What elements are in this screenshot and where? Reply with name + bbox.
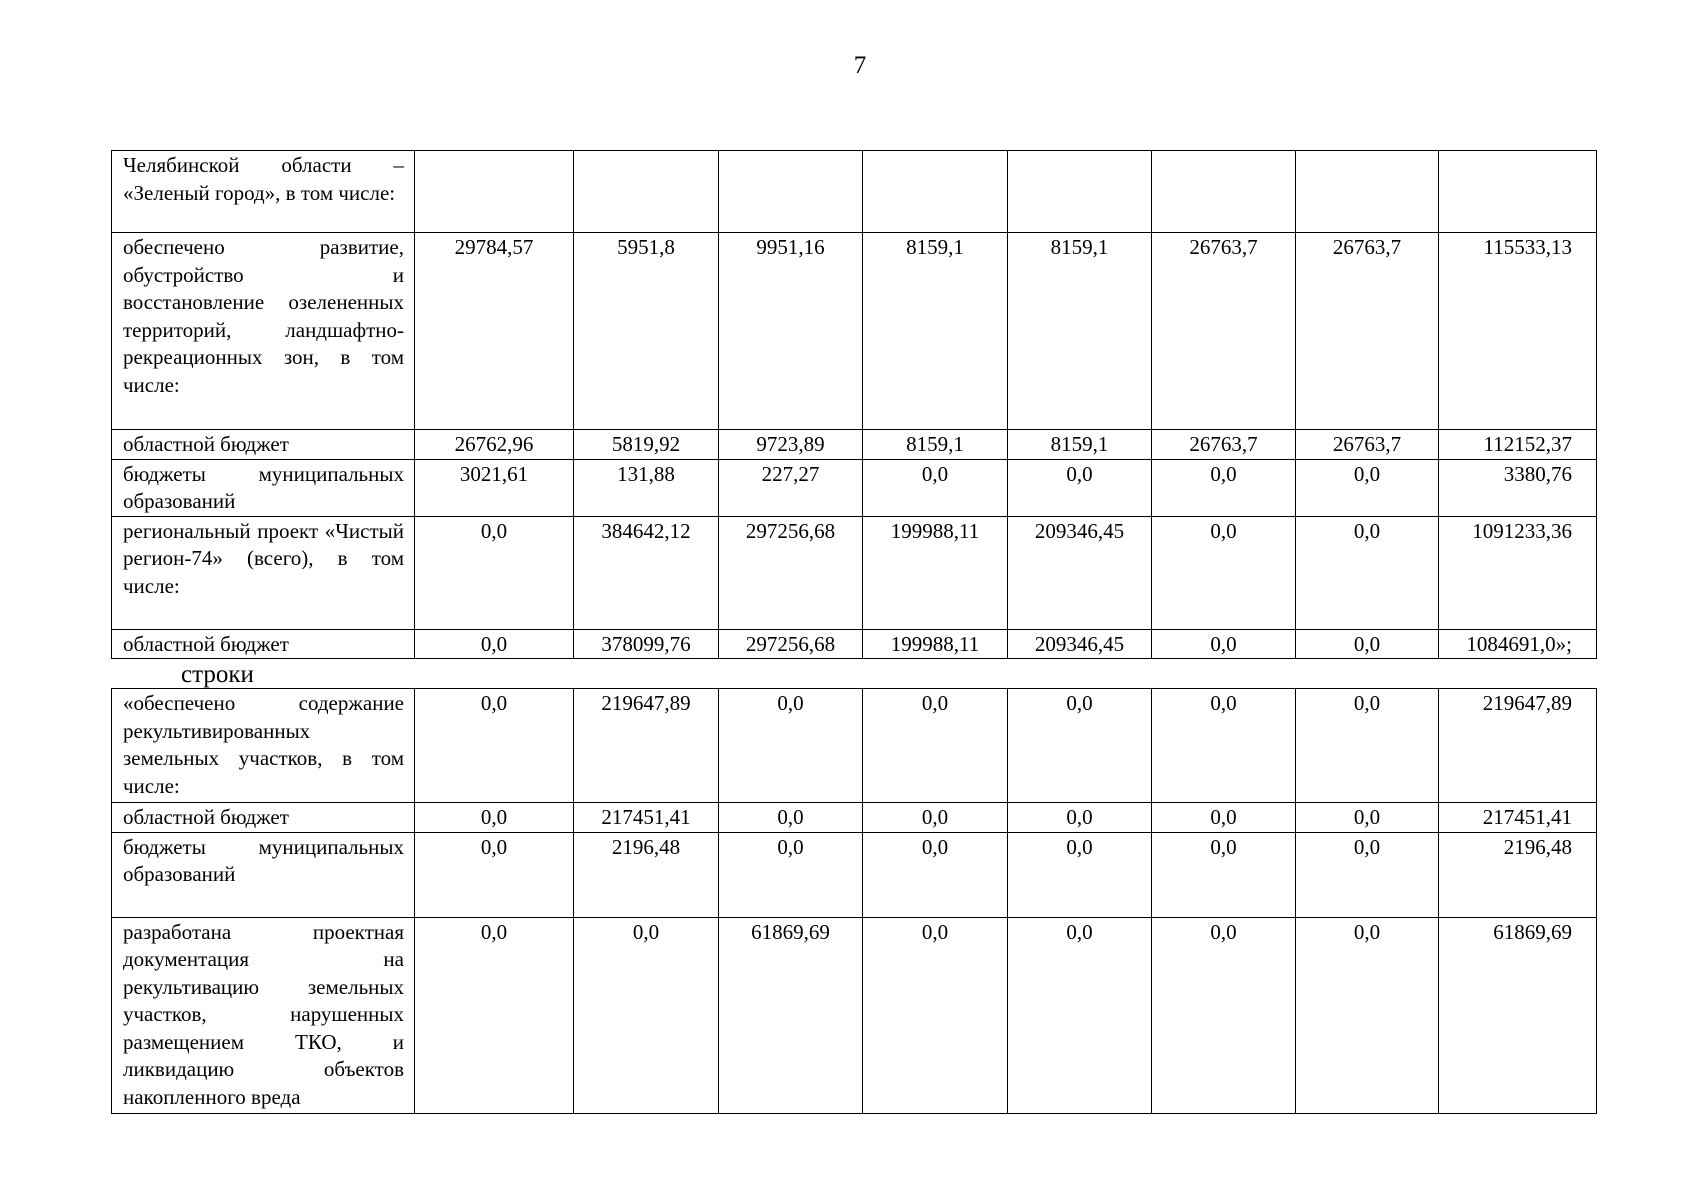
value-cell: 8159,1 bbox=[863, 233, 1008, 430]
table-row bbox=[112, 233, 1597, 430]
value-cell: 0,0 bbox=[1296, 689, 1439, 803]
value-cell: 29784,57 bbox=[415, 233, 574, 430]
row-label: бюджеты муниципальных образований bbox=[112, 459, 415, 516]
value-cell: 8159,1 bbox=[1008, 430, 1152, 460]
value-cell: 0,0 bbox=[415, 629, 574, 659]
value-cell: 0,0 bbox=[415, 832, 574, 917]
value-cell: 0,0 bbox=[863, 459, 1008, 516]
value-cell: 0,0 bbox=[863, 689, 1008, 803]
page-number: 7 bbox=[853, 52, 867, 79]
value-cell: 0,0 bbox=[1152, 516, 1296, 629]
value-cell: 0,0 bbox=[1296, 516, 1439, 629]
row-label: разработана проектная документация на рекультивацию земельных участков, нарушенных размещением ТКО, и ликвидацию объектов накопленного вреда bbox=[112, 917, 415, 1113]
value-cell: 5819,92 bbox=[574, 430, 719, 460]
value-cell: 199988,11 bbox=[863, 516, 1008, 629]
value-cell: 0,0 bbox=[719, 803, 863, 833]
total-cell: 219647,89 bbox=[1439, 689, 1597, 803]
table-row bbox=[112, 803, 1597, 833]
row-label: областной бюджет bbox=[112, 629, 415, 659]
budget-table-lower bbox=[111, 688, 1597, 1114]
value-cell: 0,0 bbox=[1296, 917, 1439, 1113]
table-row bbox=[112, 629, 1597, 659]
value-cell: 0,0 bbox=[719, 832, 863, 917]
row-label: «обеспечено содержание рекультивированных земельных участков, в том числе: bbox=[112, 689, 415, 803]
value-cell: 378099,76 bbox=[574, 629, 719, 659]
value-cell: 8159,1 bbox=[1008, 233, 1152, 430]
value-cell: 9723,89 bbox=[719, 430, 863, 460]
value-cell: 26763,7 bbox=[1296, 430, 1439, 460]
table-row bbox=[112, 917, 1597, 1113]
total-cell: 1084691,0»; bbox=[1439, 629, 1597, 659]
value-cell bbox=[863, 151, 1008, 233]
value-cell bbox=[1008, 151, 1152, 233]
value-cell: 0,0 bbox=[1296, 459, 1439, 516]
value-cell: 0,0 bbox=[1008, 803, 1152, 833]
value-cell: 8159,1 bbox=[863, 430, 1008, 460]
value-cell: 0,0 bbox=[415, 516, 574, 629]
value-cell: 3021,61 bbox=[415, 459, 574, 516]
value-cell: 199988,11 bbox=[863, 629, 1008, 659]
total-cell: 61869,69 bbox=[1439, 917, 1597, 1113]
value-cell: 5951,8 bbox=[574, 233, 719, 430]
value-cell: 0,0 bbox=[1008, 689, 1152, 803]
table-row bbox=[112, 430, 1597, 460]
total-cell: 112152,37 bbox=[1439, 430, 1597, 460]
value-cell: 0,0 bbox=[415, 689, 574, 803]
total-cell: 115533,13 bbox=[1439, 233, 1597, 430]
budget-table-upper bbox=[111, 150, 1597, 659]
value-cell: 0,0 bbox=[1152, 629, 1296, 659]
value-cell: 297256,68 bbox=[719, 629, 863, 659]
value-cell: 209346,45 bbox=[1008, 516, 1152, 629]
value-cell: 209346,45 bbox=[1008, 629, 1152, 659]
value-cell: 0,0 bbox=[1152, 917, 1296, 1113]
value-cell: 0,0 bbox=[863, 917, 1008, 1113]
row-label: региональный проект «Чистый регион-74» (всего), в том числе: bbox=[112, 516, 415, 629]
value-cell bbox=[574, 151, 719, 233]
table-row bbox=[112, 516, 1597, 629]
value-cell bbox=[1296, 151, 1439, 233]
table-row bbox=[112, 151, 1597, 233]
row-label: бюджеты муниципальных образований bbox=[112, 832, 415, 917]
value-cell: 0,0 bbox=[1296, 832, 1439, 917]
value-cell bbox=[1152, 151, 1296, 233]
value-cell: 0,0 bbox=[1296, 803, 1439, 833]
value-cell: 0,0 bbox=[415, 803, 574, 833]
row-label: Челябинской области – «Зеленый город», в том числе: bbox=[112, 151, 415, 233]
row-label: обеспечено развитие, обустройство и восстановление озелененных территорий, ландшафтно-рекреационных зон, в том числе: bbox=[112, 233, 415, 430]
value-cell: 0,0 bbox=[863, 832, 1008, 917]
value-cell: 26763,7 bbox=[1152, 430, 1296, 460]
connector-word: строки bbox=[181, 661, 254, 688]
value-cell: 61869,69 bbox=[719, 917, 863, 1113]
value-cell: 0,0 bbox=[1296, 629, 1439, 659]
value-cell: 26762,96 bbox=[415, 430, 574, 460]
value-cell: 2196,48 bbox=[574, 832, 719, 917]
value-cell: 0,0 bbox=[1008, 917, 1152, 1113]
value-cell: 217451,41 bbox=[574, 803, 719, 833]
value-cell: 0,0 bbox=[1008, 832, 1152, 917]
table-row bbox=[112, 689, 1597, 803]
total-cell: 1091233,36 bbox=[1439, 516, 1597, 629]
value-cell: 26763,7 bbox=[1296, 233, 1439, 430]
value-cell: 219647,89 bbox=[574, 689, 719, 803]
value-cell bbox=[719, 151, 863, 233]
value-cell: 0,0 bbox=[574, 917, 719, 1113]
table-row bbox=[112, 459, 1597, 516]
value-cell: 0,0 bbox=[719, 689, 863, 803]
value-cell: 0,0 bbox=[1152, 689, 1296, 803]
value-cell: 0,0 bbox=[1008, 459, 1152, 516]
value-cell: 297256,68 bbox=[719, 516, 863, 629]
total-cell: 3380,76 bbox=[1439, 459, 1597, 516]
total-cell: 2196,48 bbox=[1439, 832, 1597, 917]
total-cell bbox=[1439, 151, 1597, 233]
value-cell: 131,88 bbox=[574, 459, 719, 516]
value-cell: 227,27 bbox=[719, 459, 863, 516]
total-cell: 217451,41 bbox=[1439, 803, 1597, 833]
value-cell: 0,0 bbox=[1152, 832, 1296, 917]
value-cell: 0,0 bbox=[1152, 803, 1296, 833]
row-label: областной бюджет bbox=[112, 430, 415, 460]
value-cell: 0,0 bbox=[415, 917, 574, 1113]
value-cell bbox=[415, 151, 574, 233]
row-label: областной бюджет bbox=[112, 803, 415, 833]
value-cell: 26763,7 bbox=[1152, 233, 1296, 430]
value-cell: 9951,16 bbox=[719, 233, 863, 430]
table-row bbox=[112, 832, 1597, 917]
value-cell: 384642,12 bbox=[574, 516, 719, 629]
value-cell: 0,0 bbox=[863, 803, 1008, 833]
value-cell: 0,0 bbox=[1152, 459, 1296, 516]
